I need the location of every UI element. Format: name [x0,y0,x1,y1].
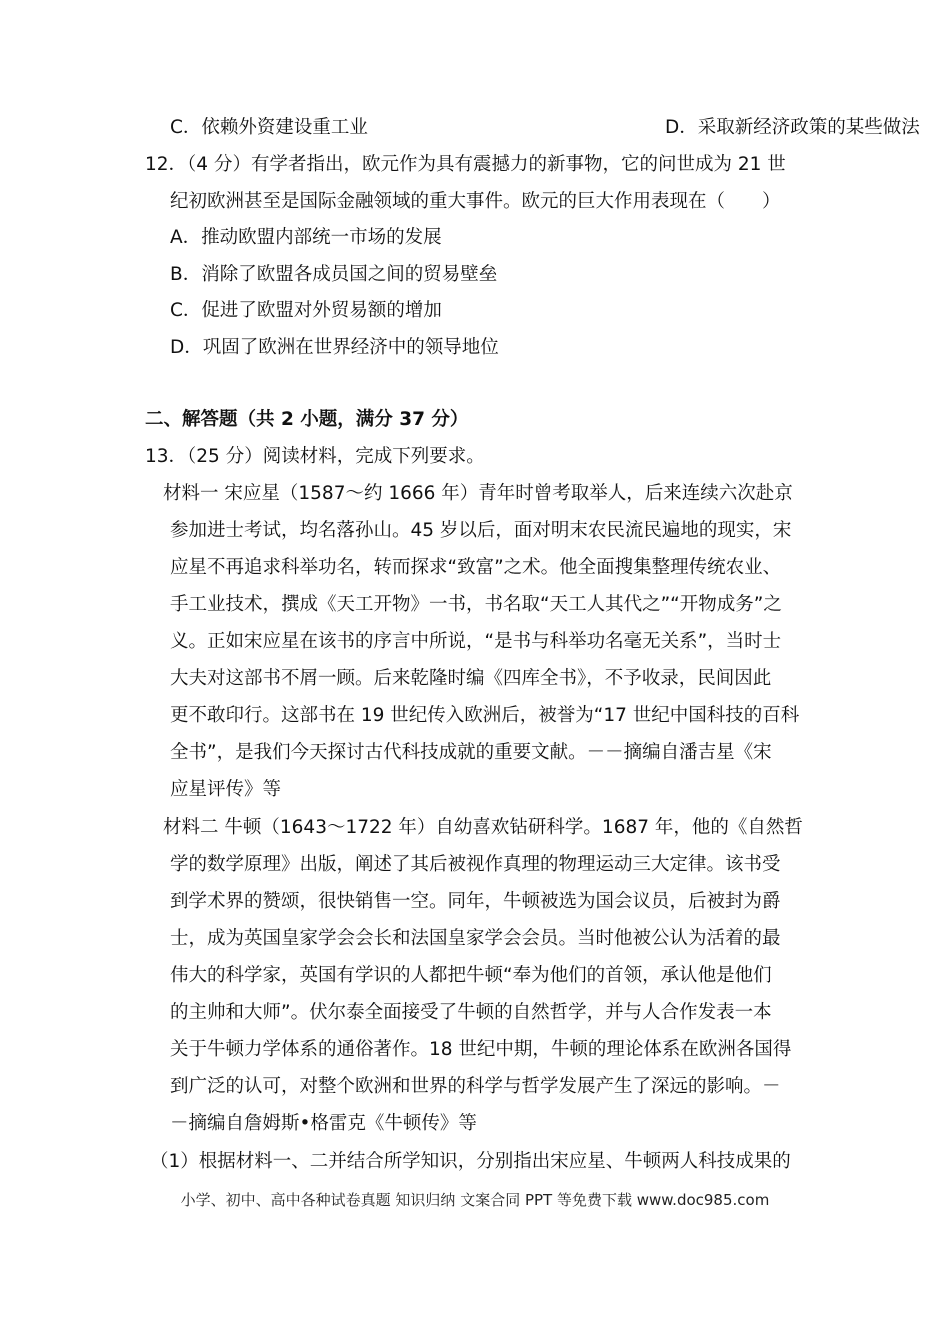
material1-line: 应星不再追求科举功名，转而探求“致富”之术。他全面搜集整理传统农业、 [170,557,782,578]
material2-line: 到学术界的赞颂，很快销售一空。同年，牛顿被选为国会议员，后被封为爵 [170,891,781,912]
material1-line: 参加进士考试，均名落孙山。45 岁以后，面对明末农民流民遍地的现实，宋 [170,520,792,541]
material2-line: 的主帅和大师”。伏尔泰全面接受了牛顿的自然哲学，并与人合作发表一本 [170,1002,772,1023]
material2-line: 到广泛的认可，对整个欧洲和世界的科学与哲学发展产生了深远的影响。－ [170,1076,781,1097]
material1-line: 大夫对这部书不屑一顾。后来乾隆时编《四库全书》，不予收录，民间因此 [170,668,772,689]
material1-line: 应星评传》等 [170,779,282,800]
material2-line: 伟大的科学家，英国有学识的人都把牛顿“奉为他们的首领，承认他是他们 [170,965,772,986]
q12-stem-line2: 纪初欧洲甚至是国际金融领域的重大事件。欧元的巨大作用表现在（ ） [170,191,781,212]
material2-line: 学的数学原理》出版，阐述了其后被视作真理的物理运动三大定律。该书受 [170,854,781,875]
page-footer: 小学、初中、高中各种试卷真题 知识归纳 文案合同 PPT 等免费下载 www.doc985.com [180,1191,770,1209]
material1-line: 材料一 宋应星（1587～约 1666 年）青年时曾考取举人，后来连续六次赴京 [163,483,793,504]
q12-option-d: D．巩固了欧洲在世界经济中的领导地位 [170,337,499,358]
section-heading: 二、解答题（共 2 小题，满分 37 分） [145,409,469,430]
material1-line: 全书”，是我们今天探讨古代科技成就的重要文献。－－摘编自潘吉星《宋 [170,742,772,763]
q13-stem: 13．（25 分）阅读材料，完成下列要求。 [145,446,485,467]
q11-option-row [170,115,920,141]
q13-sub1: （1）根据材料一、二并结合所学知识，分别指出宋应星、牛顿两人科技成果的 [150,1151,791,1172]
q12-option-b: B．消除了欧盟各成员国之间的贸易壁垒 [170,264,498,285]
q12-stem-line1: 12．（4 分）有学者指出，欧元作为具有震撼力的新事物，它的问世成为 21 世 [145,154,786,175]
material2-line: 士，成为英国皇家学会会长和法国皇家学会会员。当时他被公认为活着的最 [170,928,781,949]
material1-line: 手工业技术，撰成《天工开物》一书，书名取“天工人其代之”“开物成务”之 [170,594,782,615]
material1-line: 更不敢印行。这部书在 19 世纪传入欧洲后，被誉为“17 世纪中国科技的百科 [170,705,800,726]
q11-option-c: C．依赖外资建设重工业 [170,117,368,138]
material1-line: 义。正如宋应星在该书的序言中所说，“是书与科举功名毫无关系”，当时士 [170,631,782,652]
q12-option-c: C．促进了欧盟对外贸易额的增加 [170,300,442,321]
material2-line: －摘编自詹姆斯•格雷克《牛顿传》等 [170,1113,477,1134]
material2-line: 关于牛顿力学体系的通俗著作。18 世纪中期，牛顿的理论体系在欧洲各国得 [170,1039,792,1060]
q12-option-a: A．推动欧盟内部统一市场的发展 [170,227,442,248]
material2-line: 材料二 牛顿（1643～1722 年）自幼喜欢钻研科学。1687 年，他的《自然哲 [163,817,803,838]
q11-option-d: D．采取新经济政策的某些做法 [665,117,920,138]
